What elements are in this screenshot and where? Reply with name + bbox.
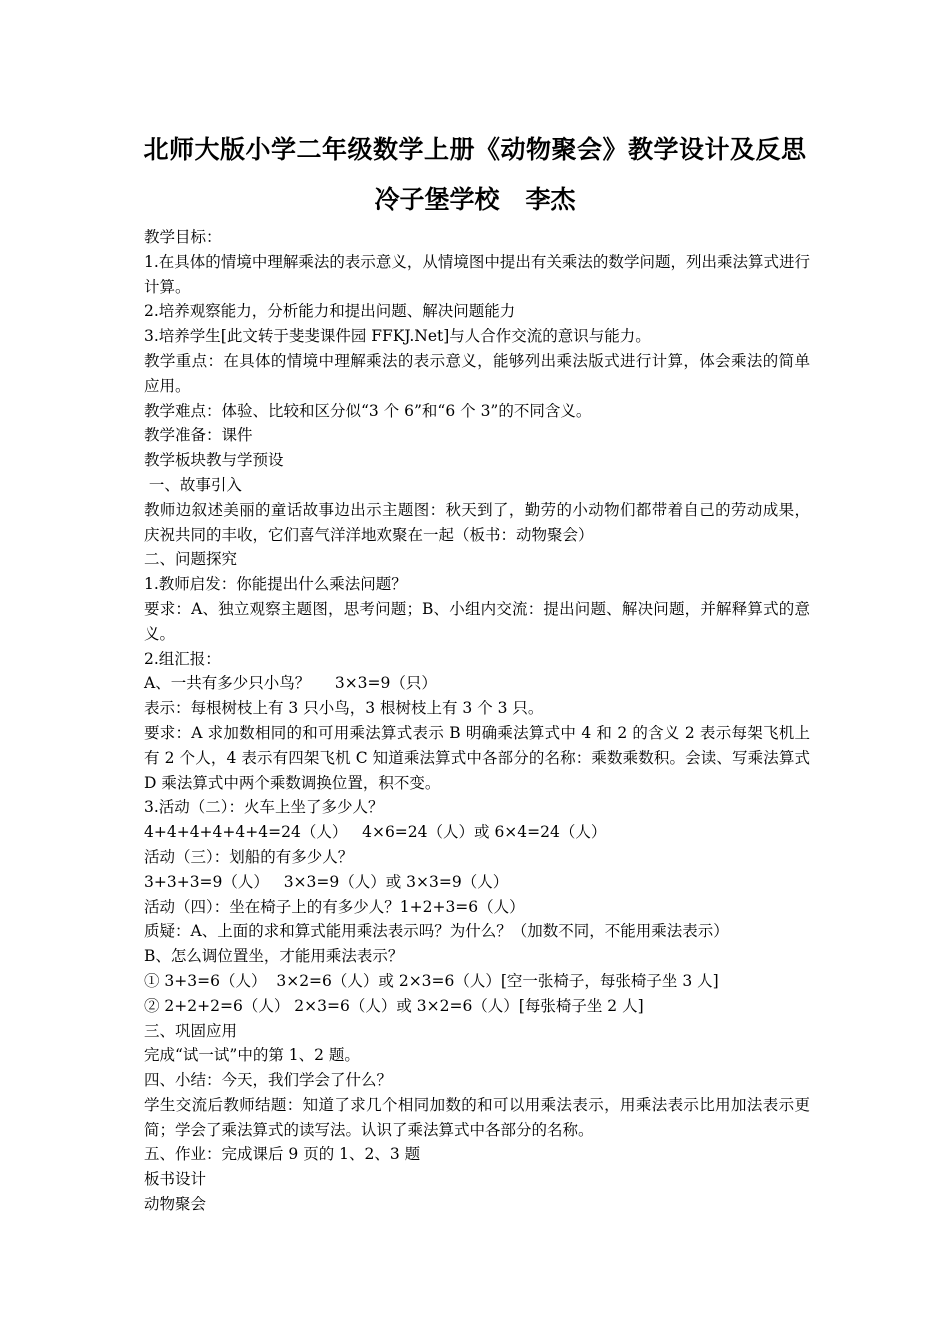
- paragraph-question-b: B、怎么调位置坐，才能用乘法表示？: [144, 947, 404, 966]
- paragraph-option-1: ① 3+3=6（人） 3×2=6（人）或 2×3=6（人）[空一张椅子，每张椅子坐 3 人]: [144, 971, 719, 990]
- paragraph-key-point: 教学重点：在具体的情境中理解乘法的表示意义，能够列出乘法版式进行计算，体会乘法的简单应用。: [144, 351, 810, 395]
- paragraph-objectives-heading: 教学目标：: [144, 228, 222, 246]
- paragraph-practice: 完成“试一试”中的第 1、2 题。: [144, 1046, 360, 1065]
- section-heading-5: 五、作业：完成课后 9 页的 1、2、3 题: [144, 1145, 421, 1164]
- section-heading-4: 四、小结：今天，我们学会了什么？: [144, 1071, 393, 1090]
- paragraph-difficulty: 教学难点：体验、比较和区分似“3 个 6”和“6 个 3”的不同含义。: [144, 401, 592, 420]
- document-subtitle: 冷子堡学校 李杰: [374, 185, 576, 214]
- paragraph-preparation: 教学准备：课件: [144, 426, 253, 445]
- section-heading-3: 三、巩固应用: [144, 1021, 238, 1040]
- paragraph-board-design: 板书设计: [144, 1170, 207, 1189]
- paragraph-objective-1: 1.在具体的情境中理解乘法的表示意义，从情境图中提出有关乘法的数学问题，列出乘法算式进行计算。: [144, 252, 810, 296]
- paragraph-birds: A、一共有多少只小鸟？ 3×3=9（只）: [144, 674, 437, 693]
- paragraph-requirement-1: 要求：A、独立观察主题图，思考问题；B、小组内交流：提出问题、解决问题，并解释算式的意义。: [144, 599, 810, 643]
- paragraph-plan-heading: 教学板块教与学预设: [144, 451, 284, 470]
- paragraph-objective-2: 2.培养观察能力，分析能力和提出问题、解决问题能力: [144, 302, 516, 321]
- document-body: [144, 225, 810, 1217]
- paragraph-report: 2.组汇报：: [144, 649, 221, 668]
- document-title: 北师大版小学二年级数学上册《动物聚会》教学设计及反思: [143, 135, 807, 164]
- paragraph-question-a: 质疑：A、上面的求和算式能用乘法表示吗？为什么？（加数不同，不能用乘法表示）: [144, 922, 729, 941]
- section-heading-2: 二、问题探究: [144, 550, 238, 569]
- paragraph-option-2: ② 2+2+2=6（人） 2×3=6（人）或 3×2=6（人）[每张椅子坐 2 人]: [144, 996, 644, 1015]
- paragraph-board-title: 动物聚会: [144, 1195, 207, 1214]
- paragraph-objective-3: 3.培养学生[此文转于斐斐课件园 FFKJ.Net]与人合作交流的意识与能力。: [144, 327, 651, 346]
- paragraph-story: 教师边叙述美丽的童话故事边出示主题图：秋天到了，勤劳的小动物们都带着自己的劳动成果，庆祝共同的丰收，它们喜气洋洋地欢聚在一起（板书：动物聚会）: [144, 500, 810, 544]
- paragraph-activity-3: 活动（三）：划船的有多少人？: [144, 847, 354, 866]
- paragraph-boat-equation: 3+3+3=9（人） 3×3=9（人）或 3×3=9（人）: [144, 872, 509, 891]
- paragraph-requirement-2: 要求：A 求加数相同的和可用乘法算式表示 B 明确乘法算式中 4 和 2 的含义 2 表示每架飞机上有 2 个人，4 表示有四架飞机 C 知道乘法算式中各部分的名称：乘数乘数积。会读、写乘法算式 D 乘法算式中两个乘数调换位置，积不变。: [144, 723, 810, 792]
- paragraph-birds-meaning: 表示：每根树枝上有 3 只小鸟，3 根树枝上有 3 个 3 只。: [144, 699, 544, 718]
- section-heading-1: 一、故事引入: [144, 475, 242, 494]
- paragraph-summary: 学生交流后教师结题：知道了求几个相同加数的和可以用乘法表示，用乘法表示比用加法表示更简；学会了乘法算式的读写法。认识了乘法算式中各部分的名称。: [144, 1095, 810, 1139]
- paragraph-inspire: 1.教师启发：你能提出什么乘法问题？: [144, 575, 407, 594]
- paragraph-train-equation: 4+4+4+4+4+4=24（人） 4×6=24（人）或 6×4=24（人）: [144, 823, 607, 842]
- paragraph-activity-4: 活动（四）：坐在椅子上的有多少人？1+2+3=6（人）: [144, 897, 525, 916]
- paragraph-activity-2: 3.活动（二）：火车上坐了多少人？: [144, 798, 384, 817]
